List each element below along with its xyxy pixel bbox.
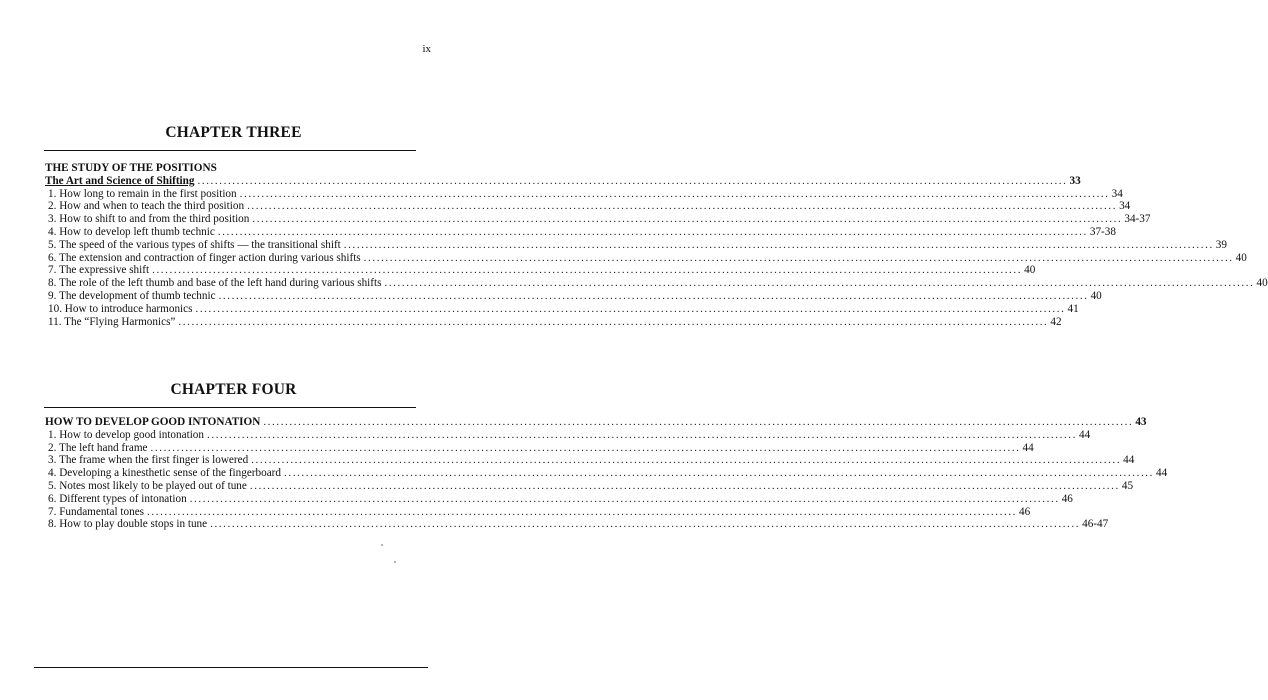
toc-entry xyxy=(45,238,1227,252)
print-speck xyxy=(394,561,396,563)
dot-leader: ........................................................................................................................................................................................................ xyxy=(210,518,1081,531)
toc-entry-page: 44 xyxy=(1079,428,1091,441)
toc-entry-page: 37-38 xyxy=(1089,225,1116,238)
toc-entry-label: 11. The “Flying Harmonics” xyxy=(48,315,176,328)
toc-entry-label: 6. Different types of intonation xyxy=(48,492,187,505)
toc-entry xyxy=(45,200,1131,213)
toc-entry-label: 8. How to play double stops in tune xyxy=(48,518,208,531)
toc-entry-page: 42 xyxy=(1050,315,1062,328)
toc-entry-page: 34 xyxy=(1111,187,1123,200)
page-number: ix xyxy=(422,43,431,55)
dot-leader: ........................................................................................................................................................................................................ xyxy=(147,505,1018,518)
toc-entry-label: 9. The development of thumb technic xyxy=(48,289,216,302)
toc-entry-page: 40 xyxy=(1256,277,1268,290)
chapter-three-rule xyxy=(44,150,416,151)
toc-entry-page: 40 xyxy=(1024,264,1036,277)
toc-entry-page: 33 xyxy=(1069,174,1081,187)
dot-leader: ........................................................................................................................................................................................................ xyxy=(218,289,1089,302)
toc-entry xyxy=(45,505,1031,519)
toc-entry xyxy=(45,315,1062,329)
toc-entry-label: 10. How to introduce harmonics xyxy=(48,302,193,315)
toc-entry-label: 4. Developing a kinesthetic sense of the fingerboard xyxy=(48,467,281,480)
dot-leader: ........................................................................................................................................................................................................ xyxy=(239,187,1110,200)
dot-leader: ........................................................................................................................................................................................................ xyxy=(363,251,1234,264)
dot-leader: ........................................................................................................................................................................................................ xyxy=(207,428,1077,441)
dot-leader: ........................................................................................................................................................................................................ xyxy=(252,213,1123,226)
chapter-three-title: CHAPTER THREE xyxy=(165,124,302,141)
toc-entry xyxy=(45,454,1135,467)
toc-entry-label: 5. The speed of the various types of shifts — the transitional shift xyxy=(48,238,341,251)
dot-leader: ........................................................................................................................................................................................................ xyxy=(197,174,1068,187)
toc-entry-page: 46 xyxy=(1019,505,1031,518)
dot-leader: ........................................................................................................................................................................................................ xyxy=(247,200,1118,213)
toc-entry-label: 8. The role of the left thumb and base of the left hand during various shifts xyxy=(48,277,382,290)
toc-entry xyxy=(45,479,1134,493)
toc-entry-label: 2. The left hand frame xyxy=(48,441,148,454)
toc-entry xyxy=(45,225,1116,239)
toc-entry-label: 3. How to shift to and from the third position xyxy=(48,213,250,226)
dot-leader: ........................................................................................................................................................................................................ xyxy=(195,302,1066,315)
toc-entry-label: 7. Fundamental tones xyxy=(48,505,145,518)
toc-entry xyxy=(45,441,1034,455)
toc-entry-page: 40 xyxy=(1090,289,1102,302)
dot-leader: ........................................................................................................................................................................................................ xyxy=(251,454,1122,467)
toc-entry-label: 5. Notes most likely to be played out of tune xyxy=(48,479,247,492)
toc-entry xyxy=(45,302,1079,316)
toc-entry-label: 3. The frame when the first finger is lowered xyxy=(48,454,249,467)
toc-entry xyxy=(45,277,1268,290)
toc-entry-page: 45 xyxy=(1121,479,1134,492)
toc-entry xyxy=(45,187,1123,201)
dot-leader: ........................................................................................................................................................................................................ xyxy=(249,479,1120,492)
toc-entry-label: 6. The extension and contraction of finger action during various shifts xyxy=(48,251,361,264)
dot-leader: ........................................................................................................................................................................................................ xyxy=(152,264,1023,277)
toc-entry xyxy=(45,264,1036,277)
toc-entry xyxy=(45,518,1109,531)
print-speck xyxy=(381,544,383,546)
toc-entry xyxy=(45,174,1081,188)
toc-entry-page: 44 xyxy=(1022,441,1034,454)
dot-leader: ........................................................................................................................................................................................................ xyxy=(217,225,1088,238)
toc-entry-page: 44 xyxy=(1123,454,1135,467)
toc-entry-page: 43 xyxy=(1135,416,1147,428)
dot-leader: ........................................................................................................................................................................................................ xyxy=(284,467,1154,480)
toc-entry-page: 39 xyxy=(1215,238,1227,251)
toc-entry-label: 1. How to develop good intonation xyxy=(48,428,204,441)
dot-leader: ........................................................................................................................................................................................................ xyxy=(189,492,1060,505)
chapter-four-rule xyxy=(44,407,416,408)
section-heading: THE STUDY OF THE POSITIONS xyxy=(45,162,217,174)
dot-leader: ........................................................................................................................................................................................................ xyxy=(384,277,1255,290)
toc-entry xyxy=(45,289,1102,303)
dot-leader: ........................................................................................................................................................................................................ xyxy=(150,441,1021,454)
toc-entry-page: 46-47 xyxy=(1082,518,1109,531)
toc-entry-page: 41 xyxy=(1067,302,1079,315)
toc-entry-label: HOW TO DEVELOP GOOD INTONATION xyxy=(45,416,261,428)
toc-entry-page: 44 xyxy=(1156,467,1168,480)
bottom-rule xyxy=(34,667,428,668)
toc-entry-page: 34-37 xyxy=(1124,213,1151,226)
toc-entry xyxy=(45,251,1247,265)
toc-entry xyxy=(45,428,1091,442)
toc-entry xyxy=(45,492,1073,506)
toc-entry-label: 4. How to develop left thumb technic xyxy=(48,225,215,238)
toc-entry-label: The Art and Science of Shifting xyxy=(45,174,195,187)
dot-leader: ........................................................................................................................................................................................................ xyxy=(343,238,1214,251)
chapter-four-title: CHAPTER FOUR xyxy=(170,381,297,398)
dot-leader: ........................................................................................................................................................................................................ xyxy=(178,315,1049,328)
toc-entry-page: 34 xyxy=(1119,200,1131,213)
dot-leader: ........................................................................................................................................................................................................ xyxy=(263,416,1134,428)
toc-entry-page: 40 xyxy=(1235,251,1247,264)
chapter-three-toc xyxy=(45,162,1268,328)
toc-entry xyxy=(45,416,1147,429)
chapter-four-toc xyxy=(45,416,1168,531)
toc-entry xyxy=(45,213,1151,226)
toc-entry-label: 1. How long to remain in the first position xyxy=(48,187,237,200)
toc-entry xyxy=(45,467,1168,480)
toc-entry-page: 46 xyxy=(1061,492,1073,505)
toc-entry-label: 7. The expressive shift xyxy=(48,264,150,277)
toc-entry-label: 2. How and when to teach the third position xyxy=(48,200,245,213)
